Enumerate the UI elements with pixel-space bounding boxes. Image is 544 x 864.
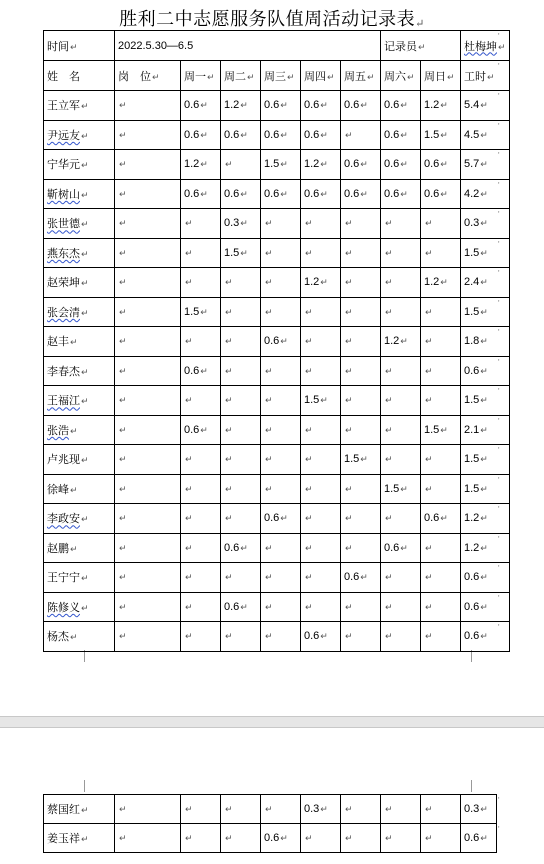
day-cell: ↵: [301, 592, 341, 622]
post-cell: ↵: [115, 120, 181, 150]
name-cell: 赵鹏↵: [44, 533, 115, 563]
day-cell: ↵: [421, 474, 461, 504]
day-cell: 1.5↵: [221, 238, 261, 268]
day-cell: ↵: [221, 474, 261, 504]
row-end-mark: ': [498, 269, 500, 278]
day-cell: ↵: [341, 238, 381, 268]
name-cell: 张浩↵: [44, 415, 115, 445]
name-cell: 蔡国红↵: [44, 795, 115, 824]
day-cell: ↵: [421, 238, 461, 268]
day-cell: ↵: [381, 415, 421, 445]
day-cell: ↵: [301, 474, 341, 504]
row-end-mark: ': [498, 623, 500, 632]
day-cell: 0.6↵: [381, 150, 421, 180]
day-cell: 0.6↵: [181, 179, 221, 209]
hours-cell: 0.6↵: [461, 356, 510, 386]
name-cell: 靳树山↵: [44, 179, 115, 209]
day-cell: ↵: [221, 327, 261, 357]
post-cell: ↵: [115, 268, 181, 298]
name-cell: 燕东杰↵: [44, 238, 115, 268]
column-header: 岗 位↵: [115, 61, 181, 91]
hours-cell: 5.4↵: [461, 91, 510, 121]
post-cell: ↵: [115, 504, 181, 534]
table-row: [44, 622, 510, 652]
day-cell: ↵: [421, 445, 461, 475]
day-cell: 0.6↵: [421, 179, 461, 209]
day-cell: 0.6↵: [221, 592, 261, 622]
post-cell: ↵: [115, 533, 181, 563]
day-cell: ↵: [341, 327, 381, 357]
day-cell: ↵: [221, 297, 261, 327]
name-cell: 赵荣坤↵: [44, 268, 115, 298]
column-header: 周三↵: [261, 61, 301, 91]
table-row: [44, 386, 510, 416]
day-cell: ↵: [421, 795, 461, 824]
day-cell: ↵: [341, 386, 381, 416]
day-cell: ↵: [301, 297, 341, 327]
hours-cell: 0.3↵: [461, 795, 497, 824]
day-cell: 0.6↵: [341, 179, 381, 209]
day-cell: ↵: [181, 268, 221, 298]
day-cell: 1.2↵: [181, 150, 221, 180]
day-cell: ↵: [261, 268, 301, 298]
post-cell: ↵: [115, 356, 181, 386]
day-cell: ↵: [341, 592, 381, 622]
day-cell: ↵: [261, 386, 301, 416]
post-cell: ↵: [115, 795, 181, 824]
day-cell: 0.6↵: [221, 533, 261, 563]
name-cell: 张世德↵: [44, 209, 115, 239]
day-cell: ↵: [301, 238, 341, 268]
name-cell: 王宁宁↵: [44, 563, 115, 593]
column-header: 工时↵: [461, 61, 510, 91]
column-header-row: [44, 61, 510, 91]
table-row: [44, 563, 510, 593]
column-header: 周六↵: [381, 61, 421, 91]
day-cell: ↵: [261, 622, 301, 652]
day-cell: ↵: [421, 327, 461, 357]
table-row: [44, 592, 510, 622]
hours-cell: 4.2↵: [461, 179, 510, 209]
day-cell: ↵: [181, 563, 221, 593]
day-cell: ↵: [181, 445, 221, 475]
title-text: 胜利二中志愿服务队值周活动记录表: [119, 9, 416, 30]
table-row: [44, 356, 510, 386]
day-cell: ↵: [421, 209, 461, 239]
name-cell: 徐峰↵: [44, 474, 115, 504]
post-cell: ↵: [115, 445, 181, 475]
row-end-mark: ': [498, 594, 500, 603]
row-end-mark: ': [498, 122, 500, 131]
day-cell: ↵: [301, 209, 341, 239]
hours-cell: 1.5↵: [461, 297, 510, 327]
name-cell: 陈修义↵: [44, 592, 115, 622]
time-value-cell: 2022.5.30—6.5: [115, 31, 381, 61]
day-cell: 0.6↵: [261, 120, 301, 150]
name-cell: 王福江↵: [44, 386, 115, 416]
day-cell: ↵: [421, 297, 461, 327]
day-cell: ↵: [381, 445, 421, 475]
post-cell: ↵: [115, 824, 181, 853]
row-end-mark: ': [498, 358, 500, 367]
recorder-label-cell: 记录员↵: [381, 31, 461, 61]
day-cell: ↵: [421, 592, 461, 622]
day-cell: ↵: [381, 356, 421, 386]
day-cell: ↵: [181, 824, 221, 853]
post-cell: ↵: [115, 179, 181, 209]
row-end-mark: ': [498, 210, 500, 219]
row-end-mark: ': [498, 825, 500, 834]
day-cell: ↵: [421, 356, 461, 386]
table-row: [44, 238, 510, 268]
volunteer-hours-table-continued: [43, 794, 497, 853]
post-cell: ↵: [115, 415, 181, 445]
day-cell: ↵: [221, 824, 261, 853]
name-cell: 李政安↵: [44, 504, 115, 534]
day-cell: 1.5↵: [381, 474, 421, 504]
day-cell: ↵: [181, 504, 221, 534]
day-cell: ↵: [221, 268, 261, 298]
day-cell: ↵: [181, 327, 221, 357]
day-cell: 0.6↵: [301, 179, 341, 209]
crop-mark: [471, 650, 472, 662]
post-cell: ↵: [115, 327, 181, 357]
table-row: [44, 297, 510, 327]
day-cell: ↵: [181, 238, 221, 268]
day-cell: ↵: [261, 238, 301, 268]
name-cell: 赵丰↵: [44, 327, 115, 357]
day-cell: ↵: [341, 356, 381, 386]
column-header: 周四↵: [301, 61, 341, 91]
day-cell: ↵: [261, 356, 301, 386]
post-cell: ↵: [115, 238, 181, 268]
table-row: [44, 91, 510, 121]
day-cell: 1.5↵: [421, 120, 461, 150]
day-cell: ↵: [341, 268, 381, 298]
hours-cell: 1.2↵: [461, 504, 510, 534]
row-end-mark: ': [498, 505, 500, 514]
day-cell: ↵: [341, 824, 381, 853]
day-cell: ↵: [341, 474, 381, 504]
post-cell: ↵: [115, 592, 181, 622]
day-cell: 0.6↵: [181, 91, 221, 121]
name-cell: 杨杰↵: [44, 622, 115, 652]
header-info-row: [44, 31, 510, 61]
name-cell: 宁华元↵: [44, 150, 115, 180]
post-cell: ↵: [115, 474, 181, 504]
hours-cell: 1.2↵: [461, 533, 510, 563]
day-cell: ↵: [381, 795, 421, 824]
day-cell: ↵: [221, 356, 261, 386]
row-end-mark: ': [498, 417, 500, 426]
post-cell: ↵: [115, 209, 181, 239]
table-row: [44, 209, 510, 239]
table-row: [44, 179, 510, 209]
crop-mark: [84, 780, 85, 792]
day-cell: ↵: [221, 795, 261, 824]
day-cell: 0.6↵: [301, 622, 341, 652]
hours-cell: 0.3↵: [461, 209, 510, 239]
table-row: [44, 504, 510, 534]
day-cell: ↵: [301, 533, 341, 563]
day-cell: ↵: [221, 445, 261, 475]
row-end-mark: ': [498, 62, 500, 71]
table-row: [44, 824, 497, 853]
day-cell: ↵: [301, 563, 341, 593]
table-row: [44, 150, 510, 180]
day-cell: ↵: [341, 795, 381, 824]
day-cell: ↵: [181, 533, 221, 563]
day-cell: 1.5↵: [421, 415, 461, 445]
day-cell: ↵: [181, 209, 221, 239]
day-cell: 0.6↵: [261, 504, 301, 534]
day-cell: ↵: [341, 622, 381, 652]
day-cell: ↵: [381, 209, 421, 239]
day-cell: 0.6↵: [381, 120, 421, 150]
day-cell: ↵: [261, 474, 301, 504]
day-cell: 0.6↵: [261, 327, 301, 357]
day-cell: 0.6↵: [261, 179, 301, 209]
day-cell: ↵: [381, 297, 421, 327]
hours-cell: 1.5↵: [461, 386, 510, 416]
day-cell: 1.5↵: [181, 297, 221, 327]
post-cell: ↵: [115, 386, 181, 416]
day-cell: 0.6↵: [221, 120, 261, 150]
day-cell: ↵: [341, 415, 381, 445]
day-cell: 1.2↵: [421, 91, 461, 121]
table-row: [44, 268, 510, 298]
row-end-mark: ': [498, 151, 500, 160]
table-row: [44, 533, 510, 563]
row-end-mark: ': [498, 181, 500, 190]
recorder-name-cell: 杜梅坤↵: [461, 31, 510, 61]
day-cell: ↵: [261, 533, 301, 563]
crop-mark: [84, 650, 85, 662]
row-end-mark: ': [498, 564, 500, 573]
hours-cell: 0.6↵: [461, 824, 497, 853]
day-cell: ↵: [341, 297, 381, 327]
hours-cell: 0.6↵: [461, 622, 510, 652]
paragraph-mark: ↵: [415, 17, 425, 30]
day-cell: ↵: [261, 297, 301, 327]
day-cell: 0.3↵: [301, 795, 341, 824]
day-cell: 0.6↵: [221, 179, 261, 209]
volunteer-hours-table: [43, 30, 510, 652]
day-cell: ↵: [421, 622, 461, 652]
day-cell: 0.6↵: [181, 356, 221, 386]
day-cell: ↵: [341, 504, 381, 534]
day-cell: 0.6↵: [381, 91, 421, 121]
day-cell: 1.5↵: [301, 386, 341, 416]
table-row: [44, 795, 497, 824]
day-cell: 1.2↵: [381, 327, 421, 357]
day-cell: ↵: [421, 563, 461, 593]
day-cell: 1.2↵: [421, 268, 461, 298]
day-cell: 0.6↵: [381, 179, 421, 209]
day-cell: 0.3↵: [221, 209, 261, 239]
day-cell: 0.6↵: [421, 150, 461, 180]
hours-cell: 0.6↵: [461, 592, 510, 622]
day-cell: ↵: [381, 592, 421, 622]
day-cell: ↵: [381, 563, 421, 593]
day-cell: ↵: [381, 504, 421, 534]
day-cell: ↵: [181, 474, 221, 504]
day-cell: ↵: [221, 415, 261, 445]
day-cell: ↵: [221, 622, 261, 652]
day-cell: 0.6↵: [181, 120, 221, 150]
day-cell: 0.6↵: [341, 150, 381, 180]
day-cell: ↵: [221, 386, 261, 416]
column-header: 周二↵: [221, 61, 261, 91]
name-cell: 卢兆现↵: [44, 445, 115, 475]
post-cell: ↵: [115, 622, 181, 652]
post-cell: ↵: [115, 297, 181, 327]
day-cell: 1.2↵: [221, 91, 261, 121]
hours-cell: 1.5↵: [461, 474, 510, 504]
day-cell: ↵: [261, 415, 301, 445]
column-header: 周一↵: [181, 61, 221, 91]
day-cell: ↵: [301, 504, 341, 534]
day-cell: ↵: [181, 622, 221, 652]
hours-cell: 1.8↵: [461, 327, 510, 357]
row-end-mark: ': [498, 32, 500, 41]
day-cell: ↵: [301, 445, 341, 475]
day-cell: 0.6↵: [301, 91, 341, 121]
table-row: [44, 445, 510, 475]
post-cell: ↵: [115, 91, 181, 121]
row-end-mark: ': [498, 92, 500, 101]
day-cell: 1.2↵: [301, 150, 341, 180]
column-header: 姓 名: [44, 61, 115, 91]
day-cell: ↵: [381, 824, 421, 853]
name-cell: 尹远友↵: [44, 120, 115, 150]
row-end-mark: ': [498, 387, 500, 396]
hours-cell: 1.5↵: [461, 238, 510, 268]
hours-cell: 1.5↵: [461, 445, 510, 475]
day-cell: ↵: [341, 533, 381, 563]
name-cell: 李春杰↵: [44, 356, 115, 386]
day-cell: ↵: [261, 563, 301, 593]
day-cell: ↵: [421, 386, 461, 416]
day-cell: ↵: [181, 592, 221, 622]
day-cell: ↵: [261, 209, 301, 239]
column-header: 周五↵: [341, 61, 381, 91]
day-cell: 0.6↵: [341, 563, 381, 593]
day-cell: ↵: [341, 209, 381, 239]
day-cell: ↵: [221, 563, 261, 593]
day-cell: ↵: [261, 445, 301, 475]
name-cell: 姜玉祥↵: [44, 824, 115, 853]
day-cell: 0.6↵: [381, 533, 421, 563]
day-cell: ↵: [221, 150, 261, 180]
row-end-mark: ': [498, 476, 500, 485]
day-cell: 0.6↵: [261, 91, 301, 121]
day-cell: 1.5↵: [261, 150, 301, 180]
hours-cell: 5.7↵: [461, 150, 510, 180]
row-end-mark: ': [498, 446, 500, 455]
day-cell: ↵: [261, 795, 301, 824]
table-row: [44, 415, 510, 445]
day-cell: ↵: [181, 386, 221, 416]
table-row: [44, 327, 510, 357]
day-cell: 1.2↵: [301, 268, 341, 298]
day-cell: ↵: [341, 120, 381, 150]
document-title: [0, 5, 544, 31]
day-cell: ↵: [421, 824, 461, 853]
day-cell: ↵: [381, 386, 421, 416]
name-cell: 王立军↵: [44, 91, 115, 121]
day-cell: 0.6↵: [181, 415, 221, 445]
row-end-mark: ': [498, 299, 500, 308]
table-row: [44, 120, 510, 150]
row-end-mark: ': [498, 796, 500, 805]
document-page-2: [0, 727, 544, 864]
day-cell: 0.6↵: [301, 120, 341, 150]
row-end-mark: ': [498, 328, 500, 337]
day-cell: 0.6↵: [421, 504, 461, 534]
column-header: 周日↵: [421, 61, 461, 91]
day-cell: ↵: [381, 268, 421, 298]
day-cell: ↵: [301, 327, 341, 357]
day-cell: 1.5↵: [341, 445, 381, 475]
hours-cell: 4.5↵: [461, 120, 510, 150]
table-row: [44, 474, 510, 504]
row-end-mark: ': [498, 240, 500, 249]
hours-cell: 2.4↵: [461, 268, 510, 298]
crop-mark: [471, 780, 472, 792]
day-cell: ↵: [301, 356, 341, 386]
day-cell: 0.6↵: [341, 91, 381, 121]
day-cell: ↵: [301, 824, 341, 853]
day-cell: ↵: [301, 415, 341, 445]
day-cell: ↵: [381, 622, 421, 652]
day-cell: ↵: [381, 238, 421, 268]
day-cell: ↵: [421, 533, 461, 563]
day-cell: ↵: [261, 592, 301, 622]
post-cell: ↵: [115, 150, 181, 180]
name-cell: 张会清↵: [44, 297, 115, 327]
hours-cell: 0.6↵: [461, 563, 510, 593]
row-end-mark: ': [498, 535, 500, 544]
hours-cell: 2.1↵: [461, 415, 510, 445]
day-cell: ↵: [181, 795, 221, 824]
time-label-cell: 时间↵: [44, 31, 115, 61]
post-cell: ↵: [115, 563, 181, 593]
day-cell: 0.6↵: [261, 824, 301, 853]
day-cell: ↵: [221, 504, 261, 534]
